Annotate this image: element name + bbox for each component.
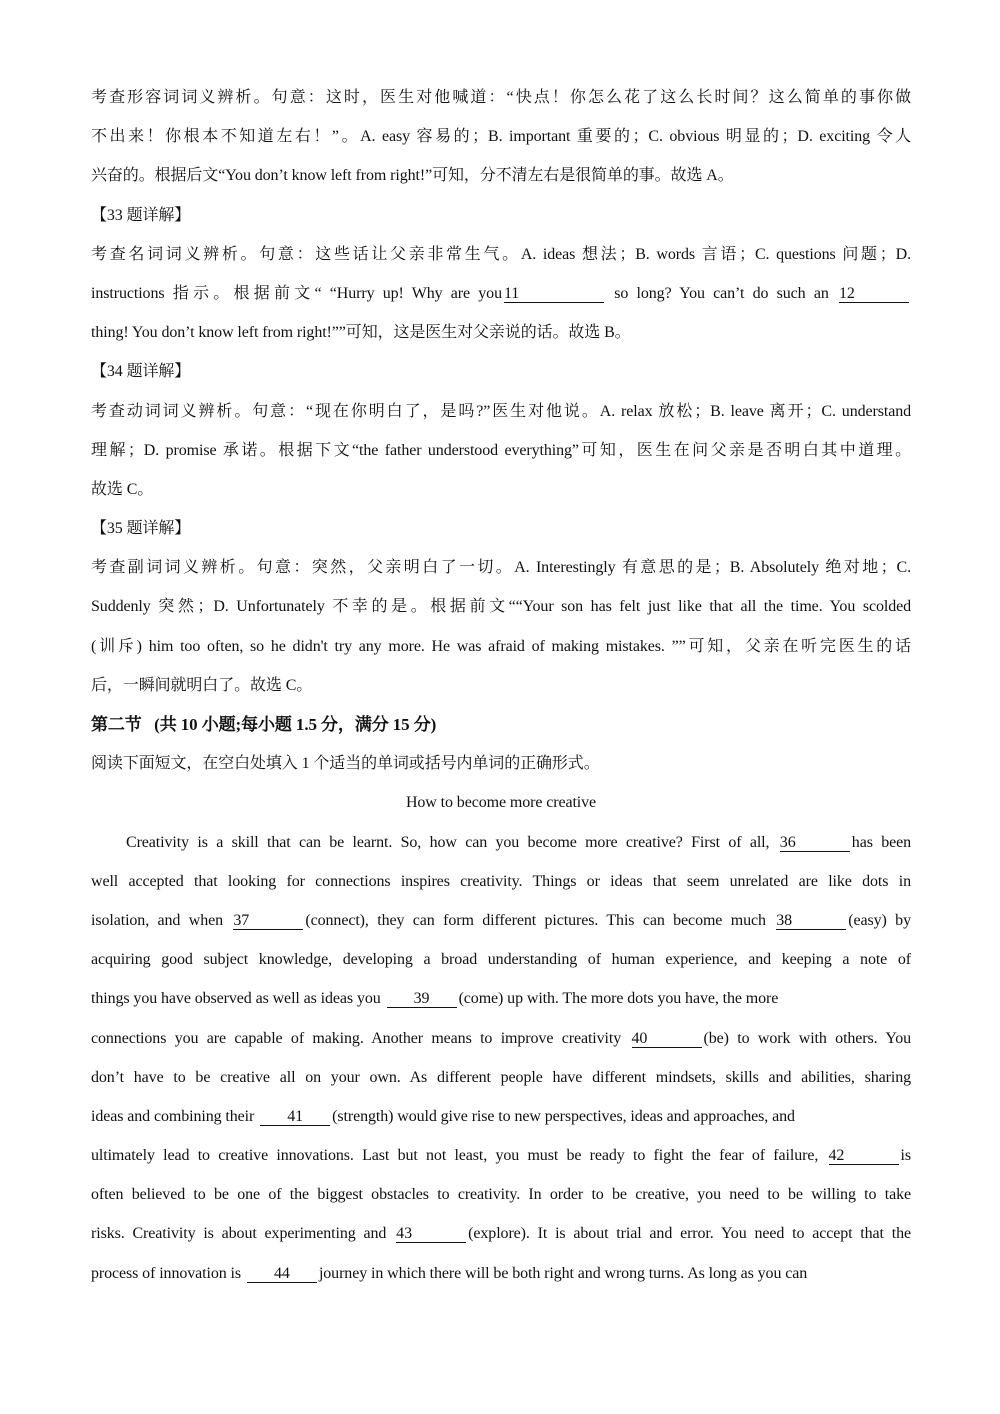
passage-text: (easy) by xyxy=(848,911,911,929)
blank-11: 11 xyxy=(504,286,604,303)
passage-text: Creativity is a skill that can be learnt. So, how can you become more creative? First of all, xyxy=(126,833,778,851)
passage-text: (strength) would give rise to new perspectives, ideas and approaches, and xyxy=(332,1107,795,1125)
blank-44: 44 xyxy=(247,1266,317,1283)
blank-39: 39 xyxy=(387,991,457,1008)
q32-line-3: 兴奋的。根据后文“You don’t know left from right!”可知，分不清左右是很简单的事。故选 A。 xyxy=(91,167,734,185)
passage-text: ultimately lead to creative innovations. Last but not least, you must be ready to fight the fear of failure, xyxy=(91,1147,827,1165)
passage-text: is xyxy=(900,1147,911,1165)
passage-text: connections you are capable of making. Another means to improve creativity xyxy=(91,1029,630,1047)
q33-line-2-mid: so long? You can’t do such an xyxy=(605,284,837,302)
q34-line-3: 故选 C。 xyxy=(91,480,154,498)
blank-36: 36 xyxy=(780,835,850,852)
blank-40: 40 xyxy=(632,1031,702,1048)
q33-line-1: 考查名词词义辨析。句意：这些话让父亲非常生气。A. ideas 想法；B. words 言语；C. questions 问题；D. xyxy=(91,245,911,263)
q32-line-1: 考查形容词词义辨析。句意：这时，医生对他喊道：“快点！你怎么花了这么长时间？这么简单的事你做 xyxy=(91,89,911,106)
passage-title: How to become more creative xyxy=(405,794,597,812)
passage-line-8 xyxy=(91,1102,911,1141)
document-page xyxy=(91,83,911,1298)
passage-text: things you have observed as well as ideas you xyxy=(91,990,385,1008)
section-2-heading: 第二节 (共 10 小题;每小题 1.5 分，满分 15 分) xyxy=(91,715,437,734)
blank-42: 42 xyxy=(829,1148,899,1165)
passage-text: isolation, and when xyxy=(91,911,232,929)
blank-37: 37 xyxy=(233,913,303,930)
passage-text: journey in which there will be both right and wrong turns. As long as you can xyxy=(318,1264,808,1282)
passage-line-1 xyxy=(91,828,911,867)
q35-line-2: Suddenly 突然；D. Unfortunately 不幸的是。根据前文““Your son has felt just like that all the time. You scolded xyxy=(91,598,911,616)
passage-text: (come) up with. The more dots you have, the more xyxy=(458,990,779,1008)
q33-title: 【33 题详解】 xyxy=(91,206,191,224)
passage-text: (be) to work with others. You xyxy=(703,1029,912,1047)
q34-line-1: 考查动词词义辨析。句意：“现在你明白了，是吗?”医生对他说。A. relax 放松；B. leave 离开；C. understand xyxy=(91,402,911,420)
q33-line-2 xyxy=(91,279,911,318)
passage-line-2: well accepted that looking for connections inspires creativity. Things or ideas that seem unrelated are like dots in xyxy=(91,872,911,890)
q34-line-2: 理解；D. promise 承诺。根据下文“the father understood everything”可知，医生在问父亲是否明白其中道理。 xyxy=(91,441,911,459)
q32-line-2: 不出来！你根本不知道左右！”。A. easy 容易的；B. important 重要的；C. obvious 明显的；D. exciting 令人 xyxy=(91,128,911,146)
passage-text: ideas and combining their xyxy=(91,1107,259,1125)
passage-text: (explore). It is about trial and error. You need to accept that the xyxy=(468,1225,911,1243)
passage-line-11 xyxy=(91,1219,911,1258)
q35-line-4: 后，一瞬间就明白了。故选 C。 xyxy=(91,676,313,694)
q35-line-1: 考查副词词义辨析。句意：突然，父亲明白了一切。A. Interestingly 有意思的是；B. Absolutely 绝对地；C. xyxy=(91,559,911,577)
passage-line-3 xyxy=(91,906,911,945)
q35-line-3: (训斥) him too often, so he didn't try any more. He was afraid of making mistakes. ””可知，父亲在听完医生的话 xyxy=(91,637,911,655)
blank-12: 12 xyxy=(839,286,909,303)
passage-line-12 xyxy=(91,1259,911,1298)
passage-text: has been xyxy=(851,833,911,851)
blank-41: 41 xyxy=(260,1109,330,1126)
passage-line-6 xyxy=(91,1024,911,1063)
passage-line-9 xyxy=(91,1141,911,1180)
blank-38: 38 xyxy=(776,913,846,930)
q33-line-2-pre: instructions 指示。根据前文“ “Hurry up! Why are you xyxy=(91,284,502,302)
passage-text: (connect), they can form different pictures. This can become much xyxy=(305,911,775,929)
q34-title: 【34 题详解】 xyxy=(91,363,191,381)
section-2-instruction: 阅读下面短文，在空白处填入 1 个适当的单词或括号内单词的正确形式。 xyxy=(91,755,600,773)
passage-line-4: acquiring good subject knowledge, developing a broad understanding of human experience, and keeping a note of xyxy=(91,951,911,969)
q35-title: 【35 题详解】 xyxy=(91,520,191,538)
passage-text: process of innovation is xyxy=(91,1264,245,1282)
passage-line-5 xyxy=(91,984,911,1023)
passage-text: risks. Creativity is about experimenting and xyxy=(91,1225,395,1243)
blank-43: 43 xyxy=(396,1226,466,1243)
q33-line-3: thing! You don’t know left from right!””可知，这是医生对父亲说的话。故选 B。 xyxy=(91,324,631,342)
passage-line-10: often believed to be one of the biggest obstacles to creativity. In order to be creative, you need to be willing to take xyxy=(91,1186,911,1204)
passage-line-7: don’t have to be creative all on your own. As different people have different mindsets, skills and abilities, sharing xyxy=(91,1068,911,1086)
